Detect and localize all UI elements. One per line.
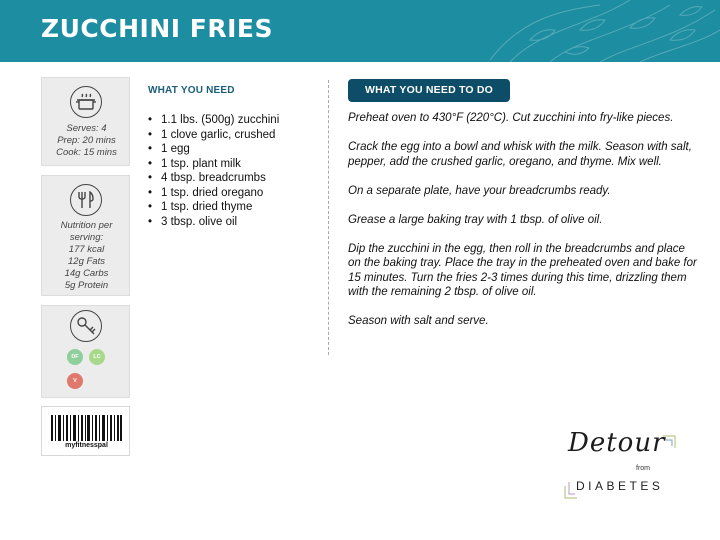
carbs-value: 14g Carbs: [64, 268, 109, 279]
list-item: [148, 128, 279, 143]
prep-time-text: Prep: 20 mins: [57, 135, 116, 146]
instruction-step: Preheat oven to 430°F (220°C). Cut zucchini into fry-like pieces.: [348, 112, 674, 124]
bullet: •: [148, 128, 153, 141]
fats-value: 12g Fats: [68, 256, 105, 267]
column-divider: [328, 80, 329, 355]
bullet: •: [148, 114, 153, 126]
instructions-list: [348, 111, 700, 343]
servings-card: [41, 77, 130, 166]
ingredients-list: [148, 113, 279, 229]
fork-knife-icon: [70, 184, 102, 216]
page-title: ZUCCHINI FRIES: [41, 14, 273, 43]
ingredient-text: 1 tsp. plant milk: [161, 157, 241, 170]
nutrition-card: [41, 175, 130, 296]
instruction-step: Grease a large baking tray with 1 tbsp. of olive oil.: [348, 213, 603, 226]
instruction-step: Crack the egg into a bowl and whisk with the milk. Season with salt, pepper, add the crushed garlic, oregano, and thyme. Mix well.: [348, 141, 692, 168]
detour-from-diabetes-logo: [560, 422, 685, 504]
servings-text: Serves: 4: [66, 123, 107, 134]
ingredient-text: 1 tsp. dried oregano: [161, 186, 264, 199]
nutrition-label: Nutrition per: [60, 220, 113, 231]
list-item: [148, 215, 279, 230]
logo-diabetes-text: DIABETES: [576, 479, 664, 493]
ingredients-heading: WHAT YOU NEED: [148, 85, 235, 96]
ingredient-text: 3 tbsp. olive oil: [161, 215, 238, 228]
leaf-pattern-icon: [480, 0, 720, 62]
logo-from-text: from: [636, 465, 650, 472]
ingredient-text: 1 clove garlic, crushed: [161, 128, 276, 141]
instruction-step: Season with salt and serve.: [348, 315, 489, 327]
ingredient-text: 4 tbsp. breadcrumbs: [161, 172, 266, 184]
instructions-heading: WHAT YOU NEED TO DO: [348, 79, 510, 102]
vegetarian-badge: V: [67, 373, 83, 389]
dairy-free-badge: DF: [67, 349, 83, 365]
myfitnesspal-barcode-card[interactable]: [41, 406, 130, 456]
kcal-value: 177 kcal: [68, 244, 105, 255]
barcode-icon: [51, 415, 122, 441]
list-item: [148, 142, 279, 157]
bullet: •: [148, 157, 153, 170]
servings-info: [42, 123, 131, 159]
bullet: •: [148, 201, 153, 213]
list-item: [148, 171, 279, 186]
list-item: [148, 157, 279, 172]
key-icon: [70, 310, 102, 342]
ingredient-text: 1.1 lbs. (500g) zucchini: [161, 114, 280, 126]
list-item: [148, 113, 279, 128]
logo-script-text: Detour: [568, 428, 666, 458]
header-bar: [0, 0, 720, 62]
myfitnesspal-label: myfitnesspal: [65, 442, 108, 449]
bullet: •: [148, 143, 153, 155]
protein-value: 5g Protein: [64, 280, 109, 291]
bullet: •: [148, 215, 153, 228]
bullet: •: [148, 186, 153, 199]
bullet: •: [148, 172, 153, 184]
list-item: [148, 186, 279, 201]
low-carb-badge: LC: [89, 349, 105, 365]
cooking-pot-icon: [70, 86, 102, 118]
instruction-step: Dip the zucchini in the egg, then roll in the breadcrumbs and place on the baking tray. Place the tray in the preheated oven and bake for 15 minutes. Turn the fries 2-3 times during this time, drizzling them with the remaining 2 tbsp. of olive oil.: [348, 242, 697, 298]
nutrition-label-2: serving:: [69, 232, 104, 243]
instruction-step: On a separate plate, have your breadcrumbs ready.: [348, 184, 611, 197]
nutrition-info: [42, 220, 131, 292]
ingredient-text: 1 egg: [161, 143, 190, 155]
diet-key-card: [41, 305, 130, 398]
ingredient-text: 1 tsp. dried thyme: [161, 201, 253, 213]
cook-time-text: Cook: 15 mins: [56, 147, 117, 158]
list-item: [148, 200, 279, 215]
